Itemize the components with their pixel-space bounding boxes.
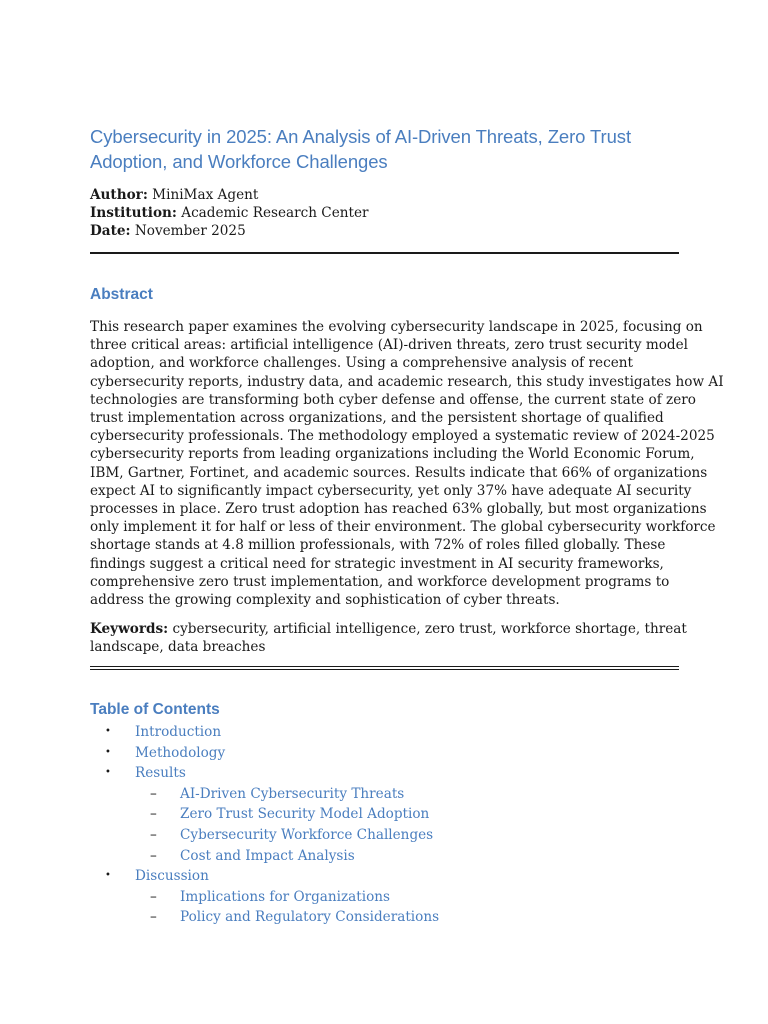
abstract-line: cybersecurity professionals. The methodology employed a systematic review of 2024-2025 [90,428,715,445]
toc-subitem [90,907,679,928]
toc-link[interactable]: Results [135,765,186,782]
bullet-marker: • [105,726,111,737]
author-line [90,186,679,204]
abstract-line: IBM, Gartner, Fortinet, and academic sources. Results indicate that 66% of organizations [90,464,708,481]
author-value: MiniMax Agent [152,187,259,203]
abstract-line: technologies are transforming both cyber defense and offense, the current state of zero [90,391,696,408]
toc-subitem [90,825,679,846]
keywords-paragraph [90,620,687,656]
toc-link[interactable]: Cost and Impact Analysis [180,847,355,864]
abstract-line: processes in place. Zero trust adoption has reached 63% globally, but most organizations [90,501,707,518]
abstract-body [90,318,724,609]
toc-item [90,763,679,784]
toc-subitem [90,887,679,908]
toc-link[interactable]: Discussion [135,868,209,885]
abstract-line: cybersecurity reports from leading organizations including the World Economic Forum, [90,446,695,463]
abstract-line: expect AI to significantly impact cybersecurity, yet only 37% have adequate AI security [90,482,692,499]
toc-item [90,743,679,764]
toc-link[interactable]: Introduction [135,724,222,740]
keywords-text-1: cybersecurity, artificial intelligence, zero trust, workforce shortage, threat [172,621,687,637]
toc-link[interactable]: Implications for Organizations [180,888,390,905]
institution-line [90,204,679,222]
toc-link[interactable]: Cybersecurity Workforce Challenges [180,826,434,843]
author-label: Author: [90,187,148,203]
abstract-line: only implement it for half or less of their environment. The global cybersecurity workforce [90,519,716,536]
abstract-line: comprehensive zero trust implementation, and workforce development programs to [90,573,670,590]
abstract-line: adoption, and workforce challenges. Using a comprehensive analysis of recent [90,355,633,372]
dash-marker: – [150,806,157,823]
dash-marker: – [150,888,157,905]
abstract-line: cybersecurity reports, industry data, and academic research, this study investigates how AI [90,373,724,390]
dash-marker: – [150,826,157,843]
paper-title: Cybersecurity in 2025: An Analysis of AI-Driven Threats, Zero Trust Adoption, and Workforce Challenges [90,126,632,172]
table-of-contents [90,722,679,928]
section-divider-double [90,666,679,670]
toc-link[interactable]: Methodology [135,744,226,761]
abstract-line: three critical areas: artificial intelligence (AI)-driven threats, zero trust security model [90,337,688,354]
institution-label: Institution: [90,205,177,222]
bullet-marker: • [105,746,111,758]
abstract-line: This research paper examines the evolving cybersecurity landscape in 2025, focusing on [90,319,703,335]
dash-marker: – [150,909,157,926]
dash-marker: – [150,847,157,864]
toc-link[interactable]: Zero Trust Security Model Adoption [180,806,430,823]
keywords-label: Keywords: [90,621,169,637]
abstract-line: shortage stands at 4.8 million professionals, with 72% of roles filled globally. These [90,537,666,554]
header-divider [90,252,679,254]
abstract-heading: Abstract [90,286,153,303]
toc-item [90,866,679,887]
keywords-line-1 [90,620,687,638]
institution-value: Academic Research Center [181,205,369,222]
date-label: Date: [90,223,131,240]
abstract-line: findings suggest a critical need for strategic investment in AI security frameworks, [90,555,664,572]
paper-metadata [90,186,679,241]
toc-link[interactable]: Policy and Regulatory Considerations [180,909,440,926]
toc-heading: Table of Contents [90,701,220,718]
toc-subitem [90,784,679,805]
toc-subitem [90,846,679,867]
abstract-line: trust implementation across organizations, and the persistent shortage of qualified [90,410,664,427]
bullet-marker: • [105,870,111,882]
bullet-marker: • [105,767,111,779]
dash-marker: – [150,785,157,802]
toc-subitem [90,804,679,825]
abstract-line: address the growing complexity and sophistication of cyber threats. [90,592,560,609]
toc-item [90,722,679,743]
toc-link[interactable]: AI-Driven Cybersecurity Threats [180,785,405,802]
date-value: November 2025 [134,223,246,240]
keywords-text-2: landscape, data breaches [90,639,266,656]
date-line [90,222,679,240]
